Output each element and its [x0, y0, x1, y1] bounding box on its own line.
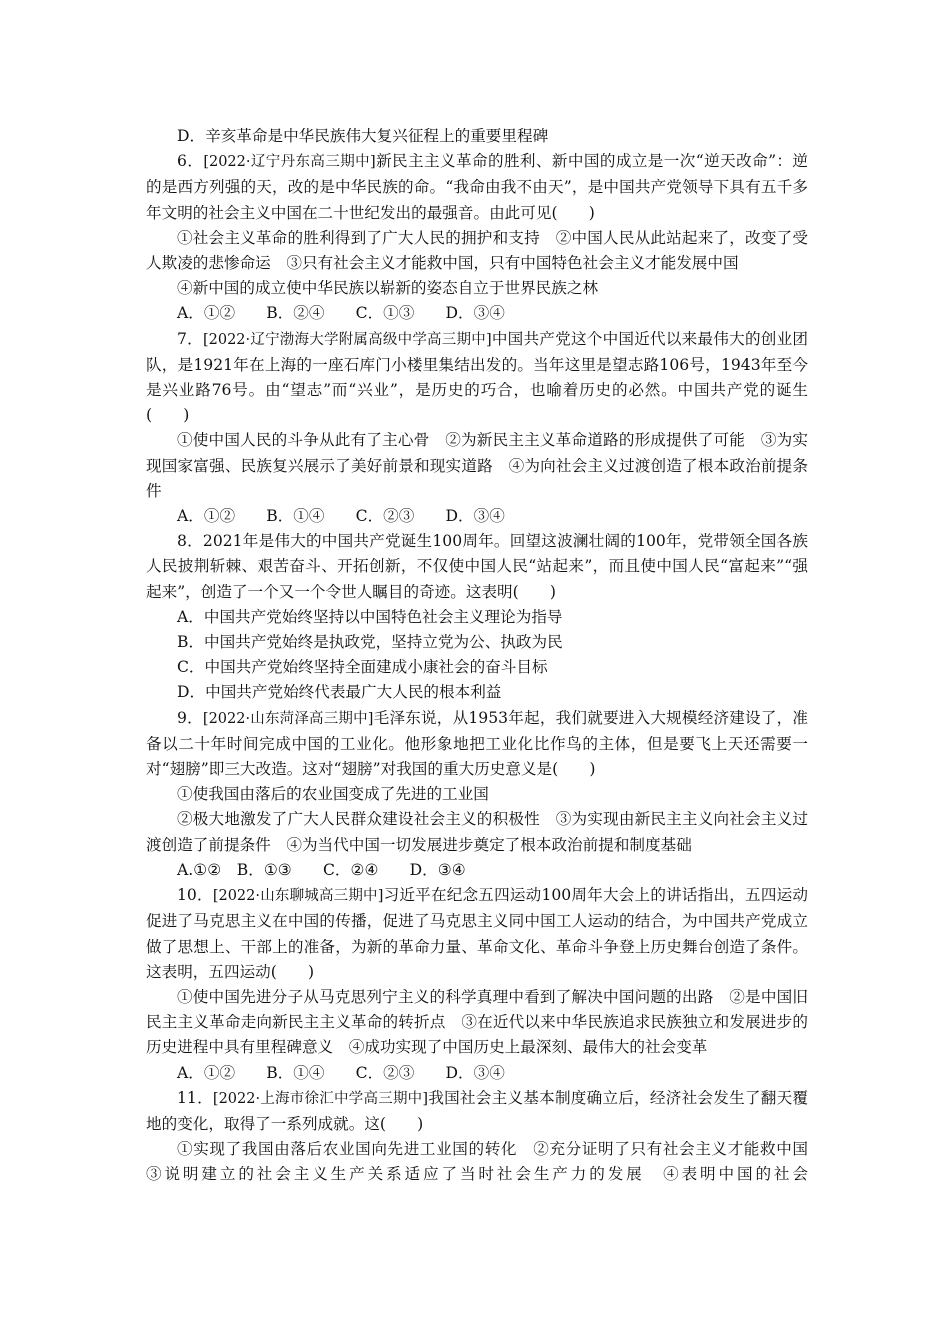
exam-page — [146, 124, 824, 1188]
q6-source: [2022·辽宁丹东高三期中] — [203, 154, 376, 171]
question-7 — [146, 327, 808, 530]
q11-stem — [146, 1086, 808, 1137]
question-8 — [146, 529, 808, 705]
q6-options: A．①② B．②④ C．①③ D．③④ — [177, 304, 505, 323]
q7-source: [2022·辽宁渤海大学附属高级中学高三期中] — [202, 331, 492, 348]
q7-options: A．①② B．①④ C．②③ D．③④ — [177, 507, 505, 526]
question-10 — [146, 883, 808, 1086]
q5-option-d: D．辛亥革命是中华民族伟大复兴征程上的重要里程碑 — [177, 127, 549, 145]
question-11 — [146, 1086, 824, 1188]
q9-stem-text: 毛泽东说，从1953年起，我们就要进入大规模经济建设了，准备以二十年时间完成中国的工业化。他形象地把工业化比作鸟的主体，但是要飞上天还需要一对“翅膀”即三大改造。这对“翅膀”对我国的重大历史意义是( ) — [146, 708, 809, 779]
q10-source: [2022·山东聊城高三期中] — [212, 888, 384, 905]
q8-stem — [146, 529, 808, 605]
q6-stem — [146, 149, 808, 226]
q9-options: A.①② B．①③ C．②④ D．③④ — [177, 860, 466, 879]
q10-number: 10． — [177, 886, 213, 905]
q9-stem — [146, 706, 808, 783]
q11-number: 11． — [177, 1088, 213, 1107]
q7-stem-text: 中国共产党这个中国近代以来最伟大的创业团队，是1921年在上海的一座石库门小楼里集结出发的。当年这里是望志路106号，1943年至今是兴业路76号。由“望志”而“兴业”，是历史的巧合，也喻着历史的必然。中国共产党的诞生( ) — [146, 329, 808, 425]
q10-stem — [146, 883, 808, 985]
q7-number: 7． — [177, 329, 203, 348]
q8-option-b: B．中国共产党始终是执政党，坚持立党为公、执政为民 — [177, 633, 563, 652]
q8-stem-text: 2021年是伟大的中国共产党诞生100周年。回望这波澜壮阔的100年，党带领全国各族人民披荆斩棘、艰苦奋斗、开拓创新，不仅使中国人民“站起来”，而且使中国人民“富起来”“强起来”，创造了一个又一个令世人瞩目的奇迹。这表明( ) — [146, 532, 808, 601]
q7-statements: ①使中国人民的斗争从此有了主心骨 ②为新民主主义革命道路的形成提供了可能 ③为实现国家富强、民族复兴展示了美好前景和现实道路 ④为向社会主义过渡创造了根本政治前提条件 — [146, 431, 808, 500]
q6-stem-text: 新民主主义革命的胜利、新中国的成立是一次“逆天改命”：逆的是西方列强的天，改的是中华民族的命。“我命由我不由天”，是中国共产党领导下具有五千多年文明的社会主义中国在二十世纪发出的最强音。由此可见( ) — [146, 152, 809, 222]
question-9 — [146, 706, 808, 883]
q11-stem-text: 我国社会主义基本制度确立后，经济社会发生了翻天覆地的变化，取得了一系列成就。这( ) — [146, 1088, 808, 1133]
q6-statements-1: ①社会主义革命的胜利得到了广大人民的拥护和支持 ②中国人民从此站起来了，改变了受人欺凌的悲惨命运 ③只有社会主义才能救中国，只有中国特色社会主义才能发展中国 — [146, 228, 808, 273]
q10-stem-text: 习近平在纪念五四运动100周年大会上的讲话指出，五四运动促进了马克思主义在中国的传播，促进了马克思主义同中国工人运动的结合，为中国共产党成立做了思想上、干部上的准备，为新的革命力量、革命文化、革命斗争登上历史舞台创造了条件。这表明，五四运动( ) — [146, 886, 809, 981]
q10-statements: ①使中国先进分子从马克思列宁主义的科学真理中看到了解决中国问题的出路 ②是中国旧民主主义革命走向新民主主义革命的转折点 ③在近代以来中华民族追求民族独立和发展进步的历史进程中具有里程碑意义 ④成功实现了中国历史上最深刻、最伟大的社会变革 — [146, 987, 808, 1057]
q9-number: 9． — [177, 708, 203, 727]
q8-option-c: C．中国共产党始终坚持全面建成小康社会的奋斗目标 — [177, 658, 548, 677]
q10-options: A．①② B．①④ C．②③ D．③④ — [177, 1063, 505, 1082]
q7-stem — [146, 327, 808, 429]
q8-number: 8． — [177, 532, 203, 551]
q11-statements: ①实现了我国由落后农业国向先进工业国的转化 ②充分证明了只有社会主义才能救中国 ③说明建立的社会主义生产关系适应了当时社会生产力的发展 ④表明中国的社会 — [146, 1140, 824, 1184]
q11-source: [2022·上海市徐汇中学高三期中] — [212, 1090, 429, 1107]
q8-option-d: D．中国共产党始终代表最广大人民的根本利益 — [177, 683, 502, 702]
q6-statements-2: ④新中国的成立使中华民族以崭新的姿态自立于世界民族之林 — [177, 279, 599, 298]
q8-option-a: A．中国共产党始终坚持以中国特色社会主义理论为指导 — [177, 607, 563, 626]
q6-number: 6． — [177, 152, 204, 171]
q9-source: [2022·山东菏泽高三期中] — [202, 710, 374, 727]
q9-statements-1: ①使我国由落后的农业国变成了先进的工业国 — [177, 785, 489, 804]
q9-statements-2: ②极大地激发了广大人民群众建设社会主义的积极性 ③为实现由新民主主义向社会主义过渡创造了前提条件 ④为当代中国一切发展进步奠定了根本政治前提和制度基础 — [146, 810, 808, 854]
question-6 — [146, 149, 808, 326]
